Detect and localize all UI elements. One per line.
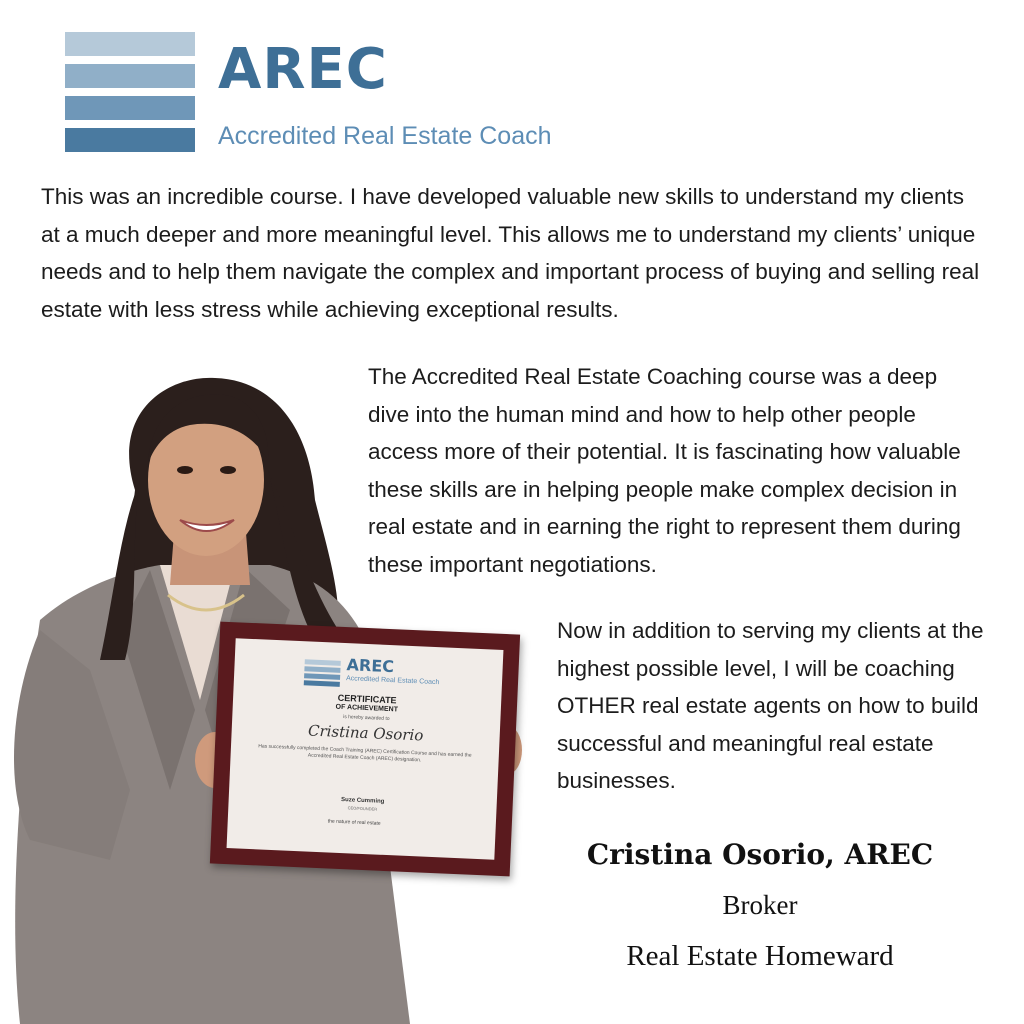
logo-bar-1 [65,32,195,56]
brand-title: AREC [218,37,388,102]
testimonial-paragraph-1: This was an incredible course. I have developed valuable new skills to understand my clients at a much deeper and more meaningful level. This allows me to understand my clients’ unique needs and to help them navigate the complex and important process of buying and selling real estate with less stress while achieving exceptional results. [41,184,980,322]
logo-bar-2 [65,64,195,88]
logo-bar-4 [65,128,195,152]
certificate-title: CERTIFICATE [337,692,397,706]
logo-bars-icon [65,32,195,160]
testimonial-paragraph-2: The Accredited Real Estate Coaching course was a deep dive into the human mind and how to help other people access more of their potential. It is fascinating how valuable these skills are in helping people make complex decision in real estate and in earning the right to represent them during these important negotiations. [368,364,961,577]
certificate-awarded-text: is hereby awarded to [343,714,390,723]
certificate-brand-subtitle: Accredited Real Estate Coach [345,675,440,687]
certificate-logo-icon [304,659,341,689]
certificate-footer-logo: the nature of real estate [327,818,381,827]
signature-role: Broker [722,890,798,920]
certificate-signer-role: CEO/FOUNDER [347,805,378,812]
certificate-signer: Suze Cumming [340,797,385,805]
signature-name: Cristina Osorio, AREC [586,838,934,871]
signature-company: Real Estate Homeward [626,940,894,972]
brand-subtitle: Accredited Real Estate Coach [218,122,552,150]
logo-bar-3 [65,96,195,120]
testimonial-paragraph-3: Now in addition to serving my clients at the highest possible level, I will be coaching OTHER real estate agents on how to build successful and meaningful real estate businesses. [557,618,984,793]
certificate-title-line2: OF ACHIEVEMENT [335,703,399,714]
certificate-recipient: Cristina Osorio [307,721,424,745]
certificate-brand: AREC [346,655,395,677]
certificate-frame [210,622,520,877]
certificate-body: Has successfully completed the Coach Training (AREC) Certification Course and has earned the Accredited Real Estate Coach (AREC) designation. [258,743,472,764]
certificate [227,638,504,859]
